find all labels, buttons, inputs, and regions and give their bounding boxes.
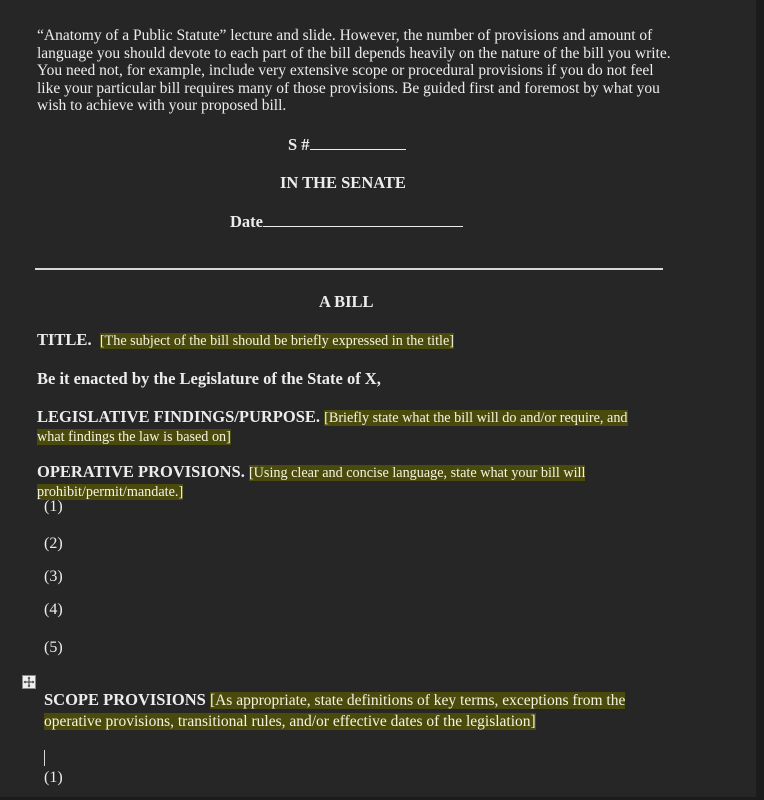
move-arrows-icon [23, 676, 35, 688]
date-line [230, 212, 463, 232]
operative-item-4: (4) [44, 601, 63, 618]
findings-section [37, 408, 657, 446]
enacting-clause: Be it enacted by the Legislature of the State of X, [37, 369, 381, 388]
title-section [37, 331, 677, 350]
operative-item-5: (5) [44, 639, 63, 656]
operative-section [37, 463, 662, 501]
findings-note: [Briefly state what the bill will do and/or require, and what findings the law is based on] [37, 410, 628, 445]
operative-item-2: (2) [44, 535, 63, 552]
text-cursor [44, 750, 45, 766]
intro-paragraph: “Anatomy of a Public Statute” lecture and slide. However, the number of provisions and amount of language you should devote to each part of the bill depends heavily on the nature of the bill you write. You need not, for example, include very extensive scope or procedural provisions if you do not feel like your particular bill requires many of those provisions. Be guided first and foremost by what you wish to achieve with your proposed bill. [37, 27, 671, 115]
bill-number-line [288, 135, 406, 155]
scope-section [44, 690, 664, 732]
scope-note: [As appropriate, state definitions of key terms, exceptions from the operative provisions, transitional rules, and/or effective dates of the legislation] [44, 692, 626, 730]
title-note: [The subject of the bill should be briefly expressed in the title] [99, 333, 455, 349]
operative-note: [Using clear and concise language, state what your bill will prohibit/permit/mandate.] [37, 465, 586, 500]
bill-number-label: S # [288, 135, 310, 154]
operative-label: OPERATIVE PROVISIONS. [37, 462, 245, 481]
date-blank[interactable] [263, 225, 463, 227]
table-move-handle[interactable] [22, 675, 36, 689]
bill-number-blank[interactable] [310, 148, 406, 150]
findings-label: LEGISLATIVE FINDINGS/PURPOSE. [37, 407, 321, 426]
operative-item-1: (1) [44, 498, 63, 515]
window-gutter-right [756, 0, 764, 800]
bill-heading: A BILL [319, 292, 374, 311]
horizontal-rule [35, 268, 663, 270]
chamber-heading: IN THE SENATE [280, 173, 406, 192]
operative-item-3: (3) [44, 568, 63, 585]
scope-item-1: (1) [44, 769, 63, 786]
scope-label: SCOPE PROVISIONS [44, 690, 206, 709]
date-label: Date [230, 212, 263, 231]
title-label: TITLE. [37, 330, 92, 349]
